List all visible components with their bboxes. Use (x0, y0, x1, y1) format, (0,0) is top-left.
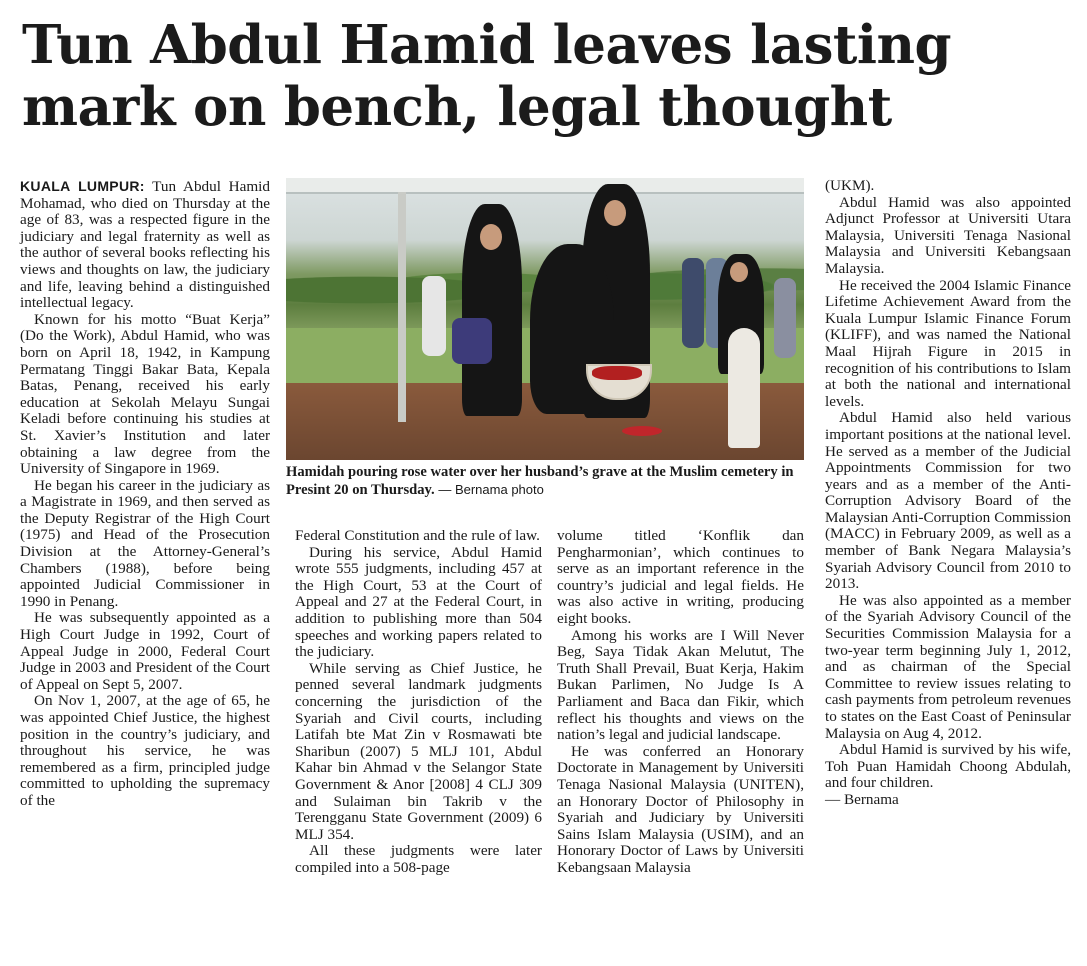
article-paragraph: All these judgments were later compiled into a 508-page (295, 842, 542, 876)
article-paragraph: Abdul Hamid is survived by his wife, Toh Puan Hamidah Choong Abdulah, and four children. (825, 741, 1071, 792)
article-paragraph: (UKM). (825, 177, 875, 194)
tent-pole (398, 192, 406, 422)
caption-text: Hamidah pouring rose water over her husband’s grave at the Muslim cemetery in Presint 20 on Thursday. (286, 464, 794, 498)
article-paragraph: He was conferred an Honorary Doctorate in Management by Universiti Tenaga Nasional Malaysia (UNITEN), an Honorary Doctor of Philosophy in Syariah and Judiciary by Universiti Sains Islam Malaysia (USIM), and an Honorary Doctor of Laws by Universiti Kebangsaan Malaysia (557, 742, 804, 876)
article-credit: — Bernama (825, 790, 899, 808)
article-paragraph: Federal Constitution and the rule of law. (295, 527, 540, 544)
article-column-3 (557, 528, 804, 876)
article-paragraph: He received the 2004 Islamic Finance Lifetime Achievement Award from the Kuala Lumpur Islamic Finance Forum (KLIFF), and was named the National Maal Hijrah Figure in 2015 in recognition of his contributions to Islam at both the national and international levels. (825, 276, 1071, 410)
article-column-1 (20, 178, 270, 810)
article-paragraph (20, 178, 270, 312)
bystander (422, 276, 446, 356)
article-column-2 (295, 528, 542, 876)
handbag (452, 318, 492, 364)
article-paragraph: Abdul Hamid was also appointed Adjunct Professor at Universiti Utara Malaysia, Universiti Tenaga Nasional Malaysia and Universiti Kebangsaan Malaysia. (825, 193, 1071, 277)
photo-caption (286, 464, 806, 499)
article-paragraph: While serving as Chief Justice, he penned several landmark judgments concerning the jurisdiction of the Syariah and Civil courts, including Latifah bte Mat Zin v Rosmawati bte Sharibun (2007) 5 MLJ 101, Abdul Kahar bin Ahmad v the Selangor State Government & Anor [2008] 4 CLJ 309 and Sulaiman bin Takrib v the Terengganu State Government (2009) 6 MLJ 354. (295, 659, 542, 843)
article-paragraph: Among his works are I Will Never Beg, Saya Tidak Akan Melutut, The Truth Shall Prevail, Buat Kerja, Hakim Bukan Parlimen, No Judge Is A Parliament and Baca dan Fikir, which reflect his thoughts and views on the nation’s legal and judicial landscape. (557, 626, 804, 744)
article-column-4 (825, 178, 1071, 809)
article-paragraph: volume titled ‘Konflik dan Pengharmonian’, which continues to serve as an important reference in the country’s judicial and legal fields. He was also active in writing, producing eight books. (557, 527, 804, 627)
headstone (728, 328, 760, 448)
rose-petals (592, 366, 642, 380)
rose-petals (622, 426, 662, 436)
news-photo (286, 178, 804, 460)
photo-credit: — Bernama photo (438, 482, 544, 497)
dateline: KUALA LUMPUR: (20, 178, 145, 194)
article-paragraph: He was also appointed as a member of the Syariah Advisory Council of the Securities Commission Malaysia for a two-year term beginning July 1, 2012, and as chairman of the Special Committee to review issues relating to cash payments from petroleum revenues to states on the East Coast of Peninsular Malaysia on Aug 4, 2012. (825, 591, 1071, 742)
bystander (682, 258, 704, 348)
mourner-figure (462, 204, 522, 416)
article-paragraph: On Nov 1, 2007, at the age of 65, he was appointed Chief Justice, the highest position in the country’s judiciary, and throughout his service, he was remembered as a firm, principled judge committed to upholding the supremacy of the (20, 692, 270, 809)
article-paragraph: During his service, Abdul Hamid wrote 555 judgments, including 457 at the High Court, 53 at the Court of Appeal and 27 at the Federal Court, in addition to publishing more than 504 speeches and working papers related to the judiciary. (295, 543, 542, 661)
tent-canopy (286, 178, 804, 194)
headline: Tun Abdul Hamid leaves lasting mark on bench, legal thought (22, 14, 952, 138)
bystander (774, 278, 796, 358)
paragraph-text: Tun Abdul Hamid Mohamad, who died on Thursday at the age of 83, was a respected figure in the judiciary and legal fraternity as well as the author of several books reflecting his views and thoughts on law, the judiciary and life, leaving behind a distinguished intellectual legacy. (20, 178, 270, 312)
article-paragraph: He began his career in the judiciary as a Magistrate in 1969, and then served as the Deputy Registrar of the High Court (1975) and Head of the Prosecution Division at the Attorney-General’s Chambers (1988), before being appointed Judicial Commissioner in 1990 in Penang. (20, 476, 270, 610)
article-paragraph: Abdul Hamid also held various important positions at the national level. He served as a member of the Judicial Appointments Commission for two years and as a member of the Anti-Corruption Advisory Board of the Malaysian Anti-Corruption Commission (MACC) in February 2009, as well as a member of Bank Negara Malaysia’s Syariah Advisory Council from 2010 to 2013. (825, 409, 1071, 593)
article-paragraph: He was subsequently appointed as a High Court Judge in 1992, Court of Appeal Judge in 2000, Federal Court Judge in 2003 and President of the Court of Appeal on Sept 5, 2007. (20, 609, 270, 693)
article-paragraph: Known for his motto “Buat Kerja” (Do the Work), Abdul Hamid, who was born on April 18, 1942, in Kampung Permatang Tinggi Bakar Bata, Kepala Batas, Penang, received his early education at Sekolah Melayu Sungai Keladi before continuing his studies at St. Xavier’s Institution and later obtaining a law degree from the University of Singapore in 1969. (20, 310, 270, 478)
